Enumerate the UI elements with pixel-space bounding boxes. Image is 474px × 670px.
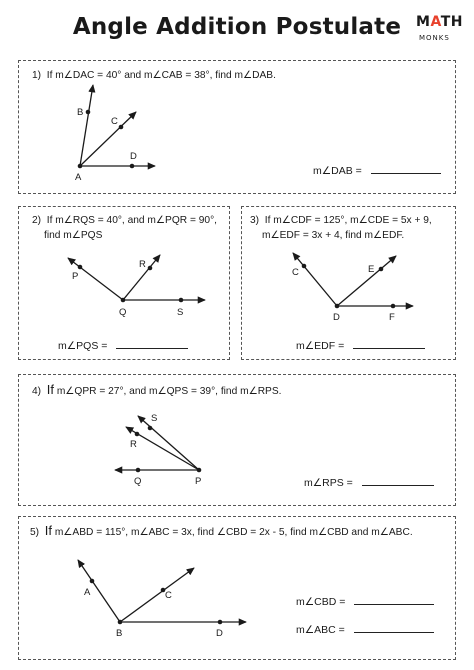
point-r — [148, 266, 153, 271]
label-p: P — [195, 476, 202, 487]
point-f — [391, 304, 396, 309]
answer-label: m∠CBD = — [296, 596, 349, 608]
label-s: S — [177, 307, 184, 318]
label-d: D — [333, 312, 340, 323]
point-a — [78, 164, 83, 169]
point-b — [86, 110, 91, 115]
point-r — [135, 432, 140, 437]
point-e — [379, 267, 384, 272]
label-d: D — [216, 628, 223, 639]
problem-text: If m∠CDF = 125°, m∠CDE = 5x + 9, — [264, 215, 432, 226]
ray-dc — [293, 253, 337, 306]
point-b — [118, 620, 123, 625]
problem-text: m∠QPR = 27°, and m∠QPS = 39°, find m∠RPS. — [56, 386, 282, 397]
label-q: Q — [134, 476, 142, 487]
label-s: S — [151, 413, 158, 424]
label-f: F — [389, 312, 395, 323]
point-d — [218, 620, 223, 625]
point-q — [136, 468, 141, 473]
problem-lead: If — [46, 382, 54, 397]
point-c — [119, 125, 124, 130]
problem-text-2: find m∠PQS — [44, 230, 103, 241]
problem-text: m∠ABD = 115°, m∠ABC = 3x, find ∠CBD = 2x - 5, find m∠CBD and m∠ABC. — [54, 527, 413, 538]
problem-number: 2) — [32, 215, 42, 226]
label-p: P — [72, 271, 79, 282]
logo-subtitle: MONKS — [419, 34, 450, 42]
label-a: A — [84, 587, 91, 598]
point-d — [130, 164, 135, 169]
diagram-2 — [68, 255, 205, 318]
point-q — [121, 298, 126, 303]
diagram-4 — [115, 413, 201, 487]
problem-number: 4) — [32, 386, 42, 397]
problem-number: 5) — [30, 527, 40, 538]
problem-lead: If — [44, 523, 52, 538]
point-d — [335, 304, 340, 309]
label-r: R — [139, 259, 146, 270]
label-c: C — [165, 590, 172, 601]
diagram-3 — [292, 253, 413, 323]
answer-label: m∠DAB = — [313, 165, 365, 177]
problem-number: 3) — [250, 215, 260, 226]
point-s — [179, 298, 184, 303]
ray-ab — [80, 85, 93, 166]
answer-label: m∠ABC = — [296, 624, 348, 636]
ray-ac — [80, 112, 136, 166]
point-c — [302, 264, 307, 269]
ray-ps — [138, 416, 199, 470]
diagram-1 — [75, 85, 155, 183]
answer-label: m∠PQS = — [58, 340, 111, 352]
page-title: Angle Addition Postulate — [72, 14, 402, 40]
label-b: B — [77, 107, 84, 118]
ray-bc — [120, 568, 194, 622]
label-q: Q — [119, 307, 127, 318]
label-a: A — [75, 172, 82, 183]
problem-text: If m∠DAC = 40° and m∠CAB = 38°, find m∠DAB. — [46, 70, 276, 81]
point-p — [197, 468, 202, 473]
label-b: B — [116, 628, 123, 639]
label-d: D — [130, 151, 137, 162]
answer-label: m∠RPS = — [304, 477, 356, 489]
ray-de — [337, 256, 396, 306]
answer-label: m∠EDF = — [296, 340, 348, 352]
diagram-5 — [78, 560, 246, 639]
label-e: E — [368, 264, 375, 275]
problem-number: 1) — [32, 70, 42, 81]
point-a — [90, 579, 95, 584]
point-s — [148, 426, 153, 431]
label-c: C — [292, 267, 299, 278]
label-c: C — [111, 116, 118, 127]
logo-wordmark: MATH — [416, 14, 463, 30]
problem-text-2: m∠EDF = 3x + 4, find m∠EDF. — [262, 230, 405, 241]
label-r: R — [130, 439, 137, 450]
point-p — [78, 265, 83, 270]
problem-text: If m∠RQS = 40°, and m∠PQR = 90°, — [46, 215, 217, 226]
